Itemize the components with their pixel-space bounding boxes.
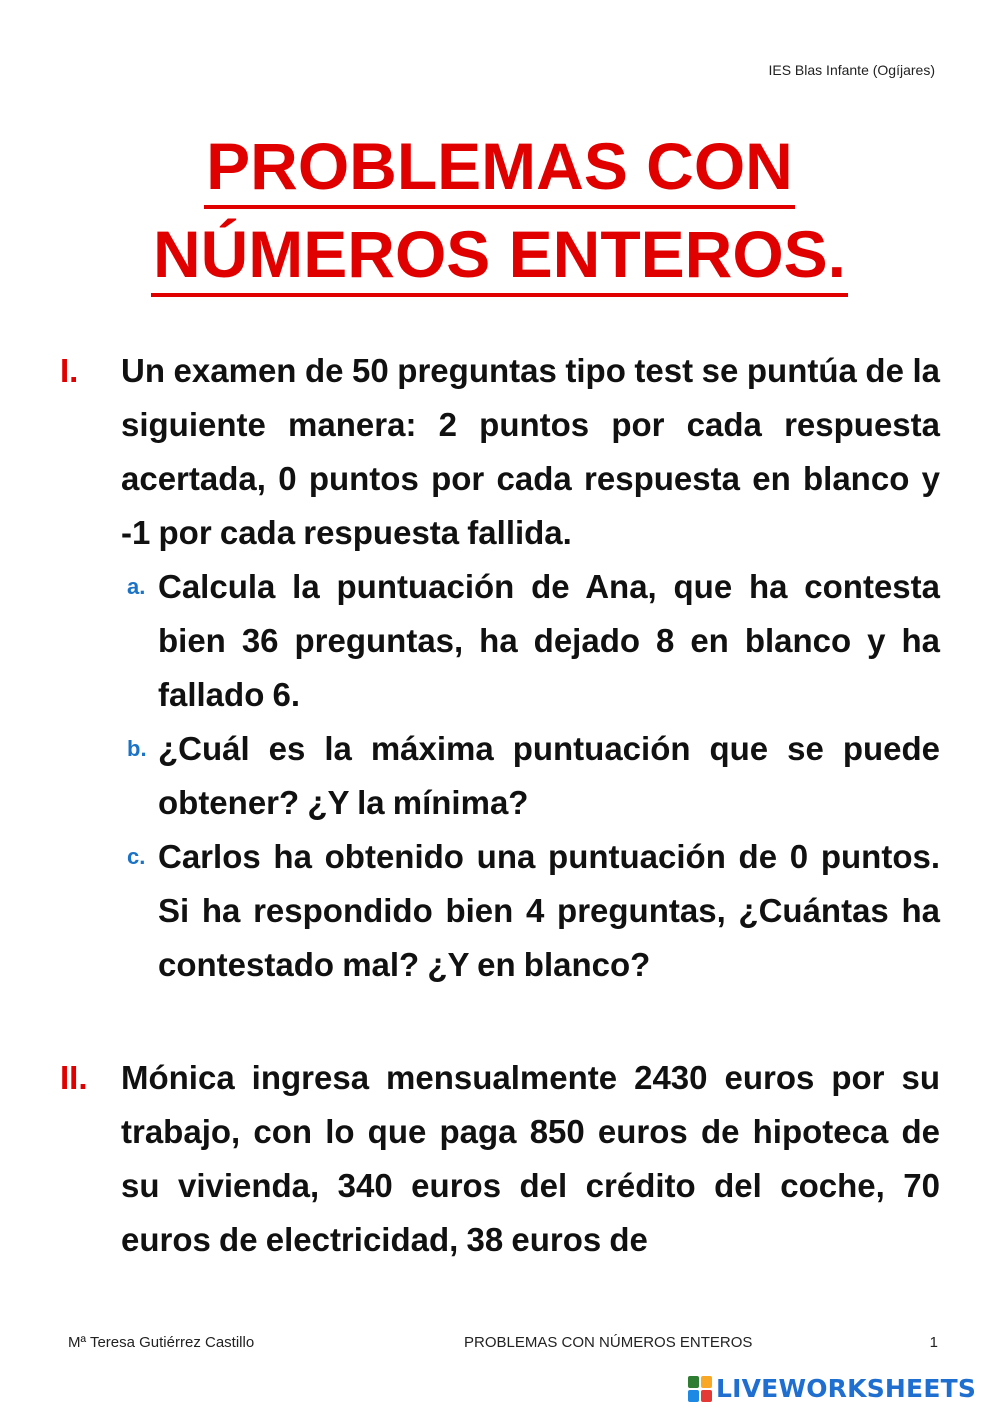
problem-text: Un examen de 50 preguntas tipo test se puntúa de la siguiente manera: 2 puntos por cada respuesta acertada, 0 puntos por cada respuesta en blanco y -1 por cada respuesta fallida. (121, 352, 940, 551)
problem-numeral: I. (60, 352, 79, 389)
subquestion-letter: b. (127, 736, 147, 761)
header-school: IES Blas Infante (Ogíjares) (768, 62, 935, 78)
subquestion-a (121, 560, 940, 722)
footer-page-number: 1 (929, 1334, 938, 1351)
subquestion-text: Carlos ha obtenido una puntuación de 0 puntos. Si ha respondido bien 4 preguntas, ¿Cuántas ha contestado mal? ¿Y en blanco? (158, 838, 940, 983)
problem-text: Mónica ingresa mensualmente 2430 euros por su trabajo, con lo que paga 850 euros de hipoteca de su vivienda, 340 euros del crédito del coche, 70 euros de electricidad, 38 euros de (121, 1059, 940, 1258)
subquestion-letter: c. (127, 844, 146, 869)
liveworksheets-logo-icon (688, 1376, 712, 1402)
subquestion-list (121, 560, 940, 992)
subquestion-c (121, 830, 940, 992)
subquestion-text: Calcula la puntuación de Ana, que ha contesta bien 36 preguntas, ha dejado 8 en blanco y ha fallado 6. (158, 568, 940, 713)
liveworksheets-brand (688, 1374, 976, 1403)
subquestion-b (121, 722, 940, 830)
footer-title: PROBLEMAS CON NÚMEROS ENTEROS (464, 1334, 753, 1351)
problem-1 (60, 344, 940, 992)
problem-numeral: II. (60, 1059, 88, 1096)
title-line-2: NÚMEROS ENTEROS. (151, 215, 848, 297)
brand-name: LIVEWORKSHEETS (716, 1374, 977, 1403)
page-title (0, 122, 999, 298)
title-line-1: PROBLEMAS CON (204, 127, 795, 209)
problem-2 (60, 1051, 940, 1267)
footer-author: Mª Teresa Gutiérrez Castillo (68, 1334, 255, 1351)
subquestion-letter: a. (127, 574, 146, 599)
subquestion-text: ¿Cuál es la máxima puntuación que se puede obtener? ¿Y la mínima? (158, 730, 940, 821)
